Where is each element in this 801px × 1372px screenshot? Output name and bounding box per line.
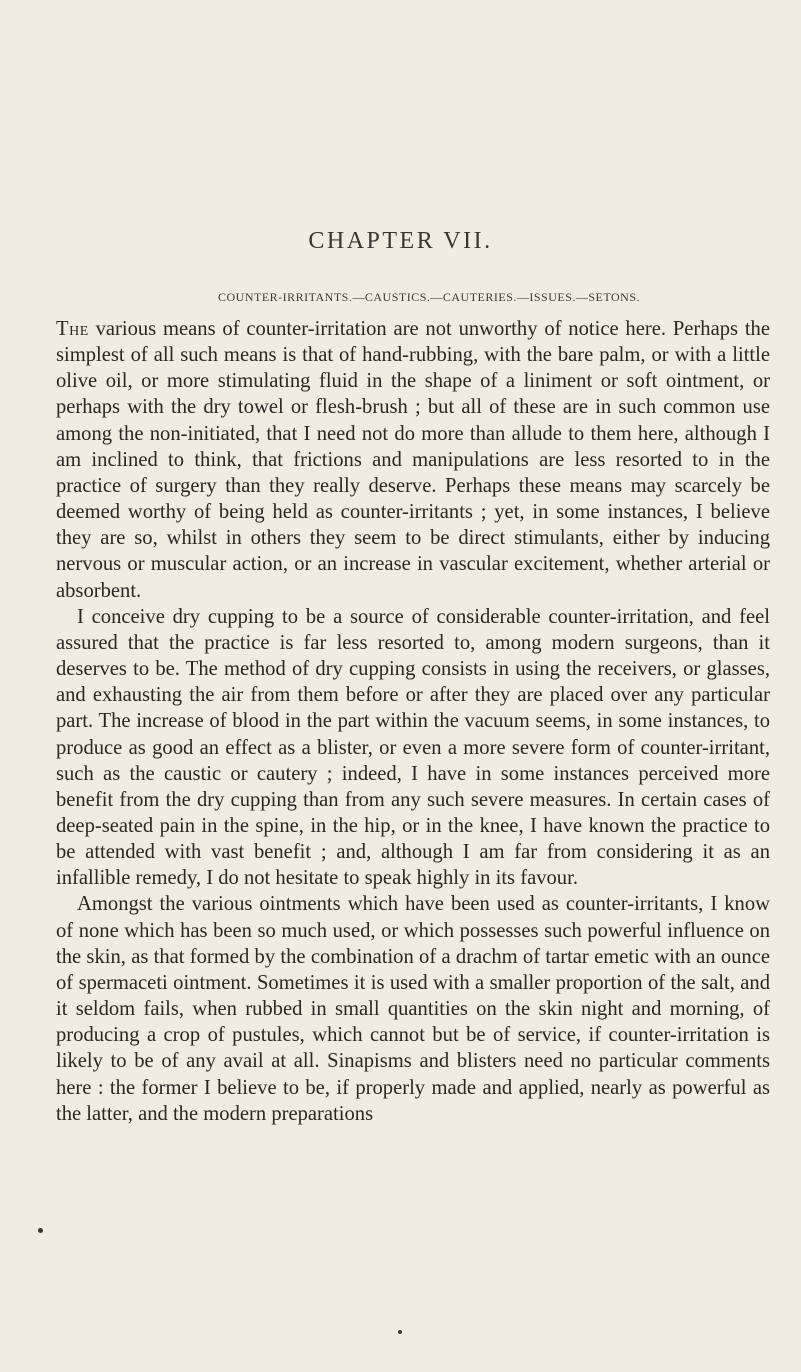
paragraph-2: I conceive dry cupping to be a source of considerable counter-irritation, and feel assured that the practice is far less resorted to, among modern surgeons, than it deserves to be. The method of dry cupping consists in using the receivers, or glasses, and exhausting the air from them before or after they are placed over any particular part. The increase of blood in the part within the vacuum seems, in some instances, to produce as good an effect as a blister, or even a more severe form of counter-irritant, such as the caustic or cautery ; indeed, I have in some instances perceived more benefit from the dry cupping than from any such severe measures. In certain cases of deep-seated pain in the spine, in the hip, or in the knee, I have known the practice to be attended with vast benefit ; and, although I am far from considering it as an infallible remedy, I do not hesitate to speak highly in its favour.: [56, 605, 770, 890]
paragraph-3: Amongst the various ointments which have been used as counter-irritants, I know of none which has been so much used, or which possesses such powerful influence on the skin, as that formed by the combination of a drachm of tartar emetic with an ounce of spermaceti ointment. Sometimes it is used with a smaller proportion of the salt, and it seldom fails, when rubbed in small quantities on the skin night and morning, of producing a crop of pustules, which cannot but be of service, if counter-irritation is likely to be of any avail at all. Sinapisms and blisters need no particular comments here : the former I believe to be, if properly made and applied, nearly as powerful as the latter, and the modern preparations: [56, 893, 770, 1125]
paragraph-1-text: various means of counter-irritation are not unworthy of notice here. Perhaps the simplest of all such means is that of hand-rubbing, with the bare palm, or with a little olive oil, or more stimulating fluid in the shape of a liniment or soft ointment, or perhaps with the dry towel or flesh-brush ; but all of these are in such common use among the non-initiated, that I need not do more than allude to them here, although I am inclined to think, that frictions and manipulations are less resorted to in the practice of surgery than they really deserve. Perhaps these means may scarcely be deemed worthy of being held as counter-irritants ; yet, in some instances, I believe they are so, whilst in others they seem to be direct stimulants, either by inducing nervous or muscular action, or an increase in vascular excitement, whether arterial or absorbent.: [56, 318, 770, 602]
paragraph-lead-word: The: [56, 318, 89, 340]
chapter-subheading: COUNTER-IRRITANTS.—CAUSTICS.—CAUTERIES.—ISSUES.—SETONS.: [217, 290, 641, 304]
chapter-title: CHAPTER VII.: [308, 228, 493, 254]
ink-speck: [398, 1330, 402, 1334]
ink-speck: [38, 1228, 43, 1233]
body-text: [56, 316, 770, 1127]
paragraph-1: [56, 316, 770, 604]
